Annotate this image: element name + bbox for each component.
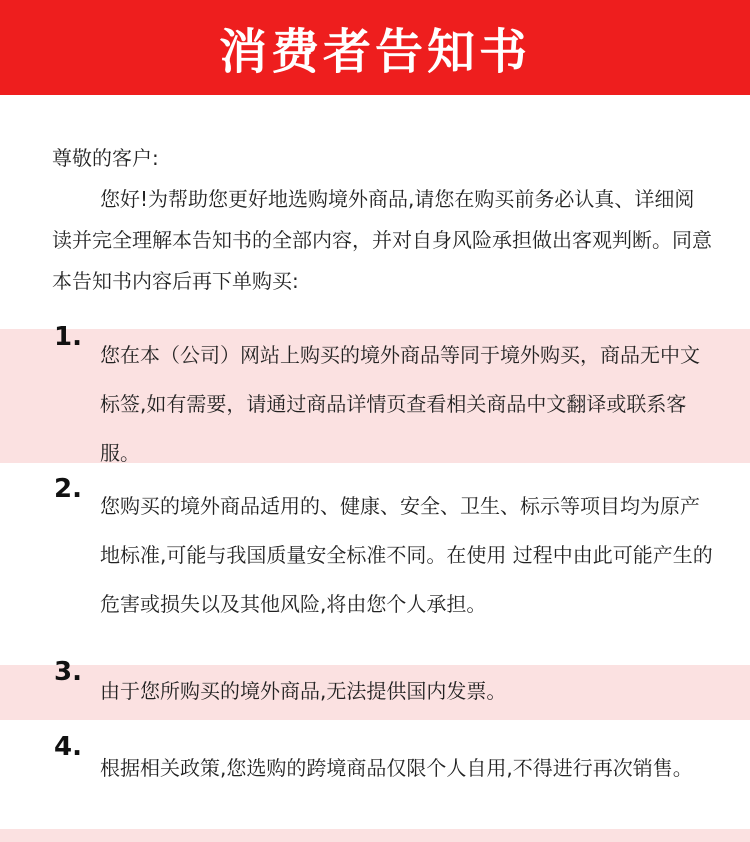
item-number: 3.	[54, 657, 82, 687]
intro-section	[52, 138, 712, 302]
item-text: 您购买的境外商品适用的、健康、安全、卫生、标示等项目均为原产地标准,可能与我国质量安全标准不同。在使用 过程中由此可能产生的危害或损失以及其他风险,将由您个人承担。	[100, 494, 713, 616]
intro-body: 您好!为帮助您更好地选购境外商品,请您在购买前务必认真、详细阅读并完全理解本告知书的全部内容，并对自身风险承担做出客观判断。同意本告知书内容后再下单购买:	[52, 187, 712, 293]
item-number: 2.	[54, 474, 82, 504]
item-text: 您在本（公司）网站上购买的境外商品等同于境外购买，商品无中文标签,如有需要，请通过商品详情页查看相关商品中文翻译或联系客服。	[100, 343, 700, 465]
item-number: 1.	[54, 322, 82, 352]
page-title: 消费者告知书	[218, 24, 531, 80]
greeting: 尊敬的客户:	[52, 146, 159, 170]
title-banner	[0, 0, 750, 95]
item-text: 由于您所购买的境外商品,无法提供国内发票。	[100, 679, 507, 703]
item-number: 4.	[54, 732, 82, 762]
highlight-band-bottom	[0, 829, 750, 842]
item-text: 根据相关政策,您选购的跨境商品仅限个人自用,不得进行再次销售。	[100, 756, 693, 780]
